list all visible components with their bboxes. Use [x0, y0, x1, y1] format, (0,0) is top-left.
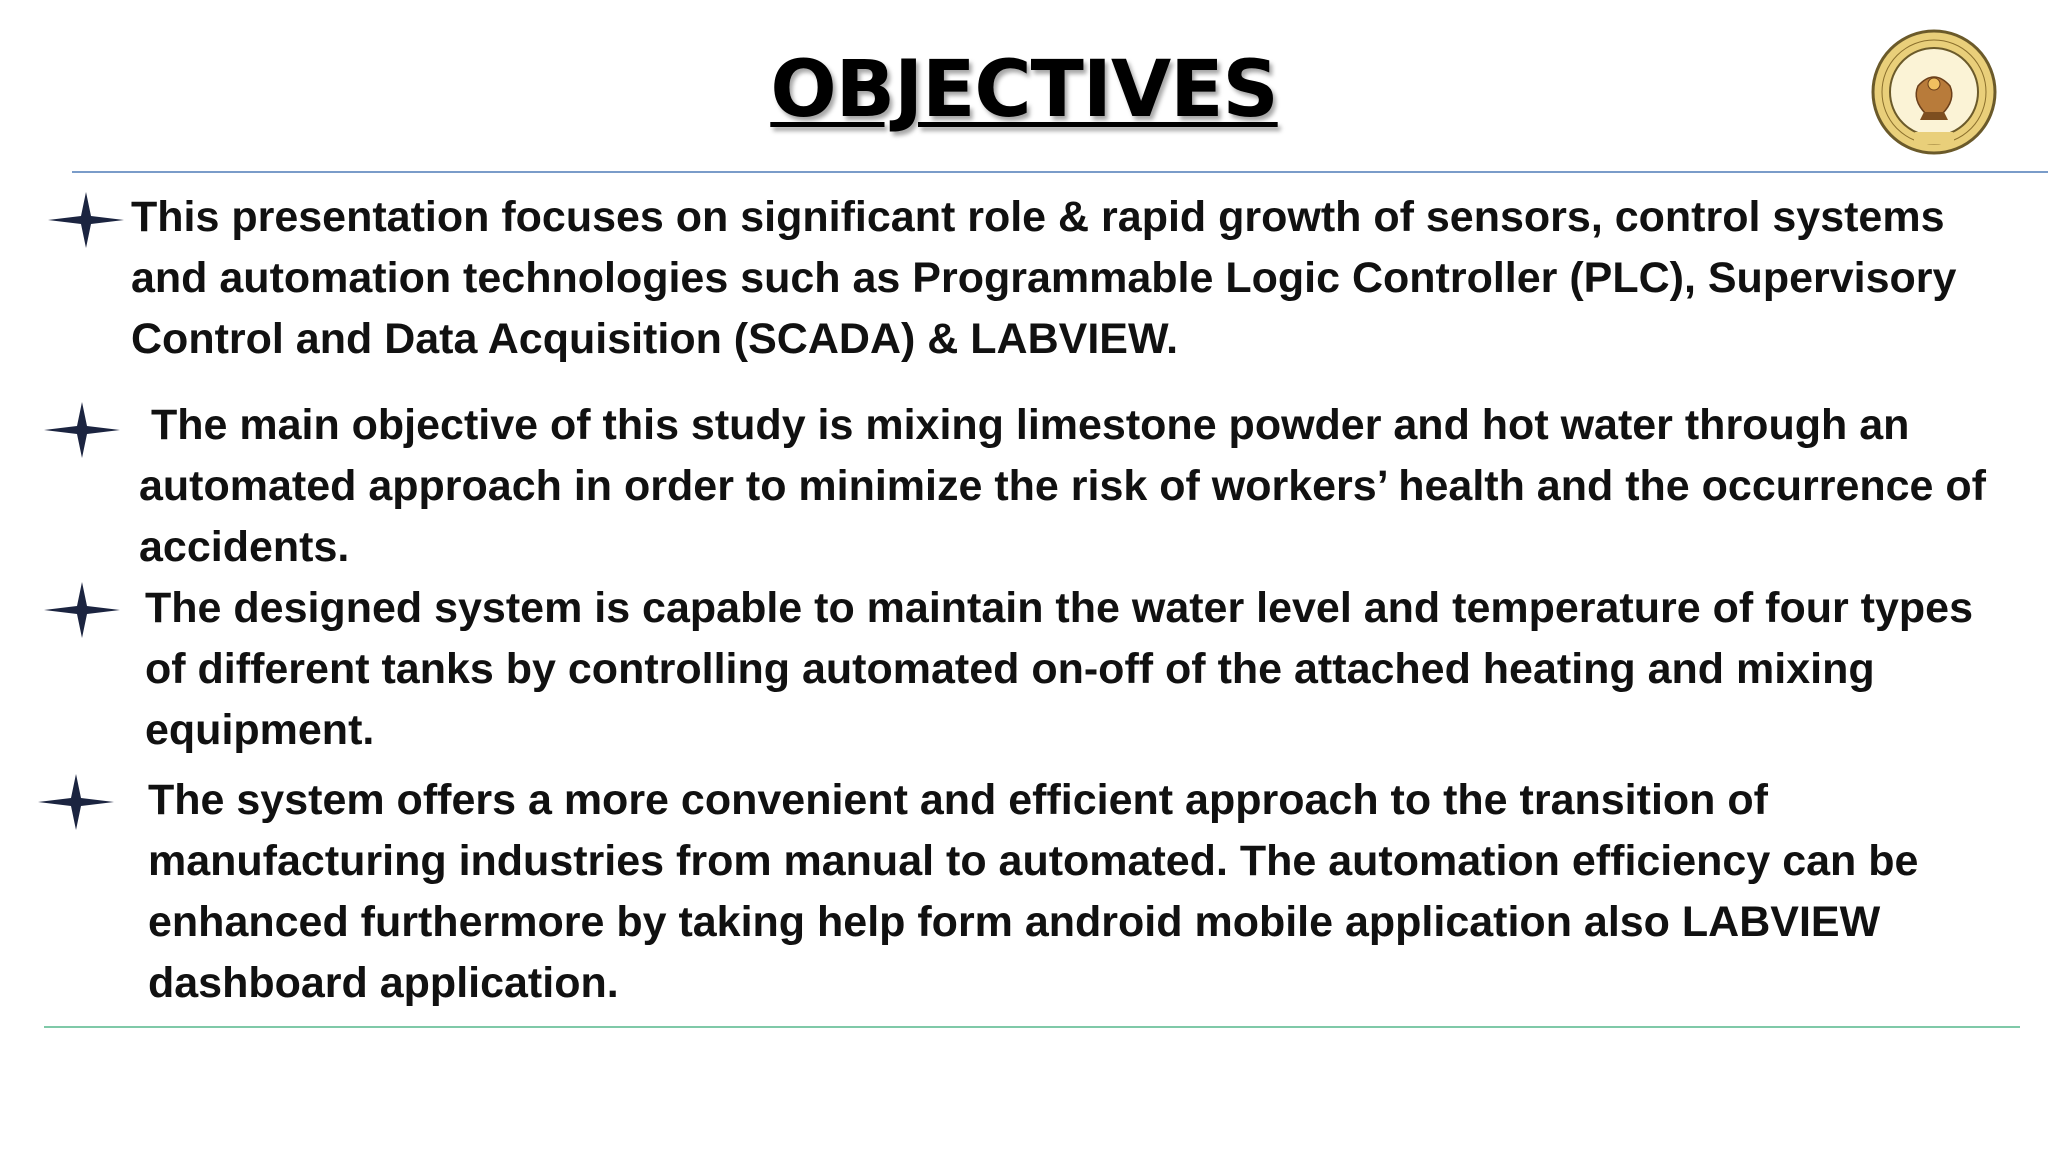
footer-divider [44, 1026, 2020, 1028]
four-point-star-icon [36, 770, 116, 834]
bullet-item-1: This presentation focuses on significant role & rapid growth of sensors, control systems and automation technologies such as Programmable Logic Controller (PLC), Supervisory Control and Data Acquisition (SCADA) & LABVIEW. [131, 193, 1957, 363]
bullet-item-2: The main objective of this study is mixing limestone powder and hot water through an automated approach in order to minimize the risk of workers’ health and the occurrence of accidents. [139, 401, 1998, 571]
slide-title-text: OBJECTIVES [770, 45, 1278, 135]
four-point-star-icon [42, 578, 122, 642]
slide-title [0, 40, 2048, 140]
four-point-star-icon [46, 188, 126, 252]
four-point-star-icon [42, 398, 122, 462]
bullet-item-4: The system offers a more convenient and efficient approach to the transition of manufacturing industries from manual to automated. The automation efficiency can be enhanced furthermore by taking help form android mobile application also LABVIEW dashboard application. [148, 776, 1919, 1007]
institution-seal-logo [1870, 28, 1998, 156]
bullet-item-3: The designed system is capable to maintain the water level and temperature of four types of different tanks by controlling automated on-off of the attached heating and mixing equipment. [145, 584, 1974, 754]
title-divider [72, 171, 2048, 173]
